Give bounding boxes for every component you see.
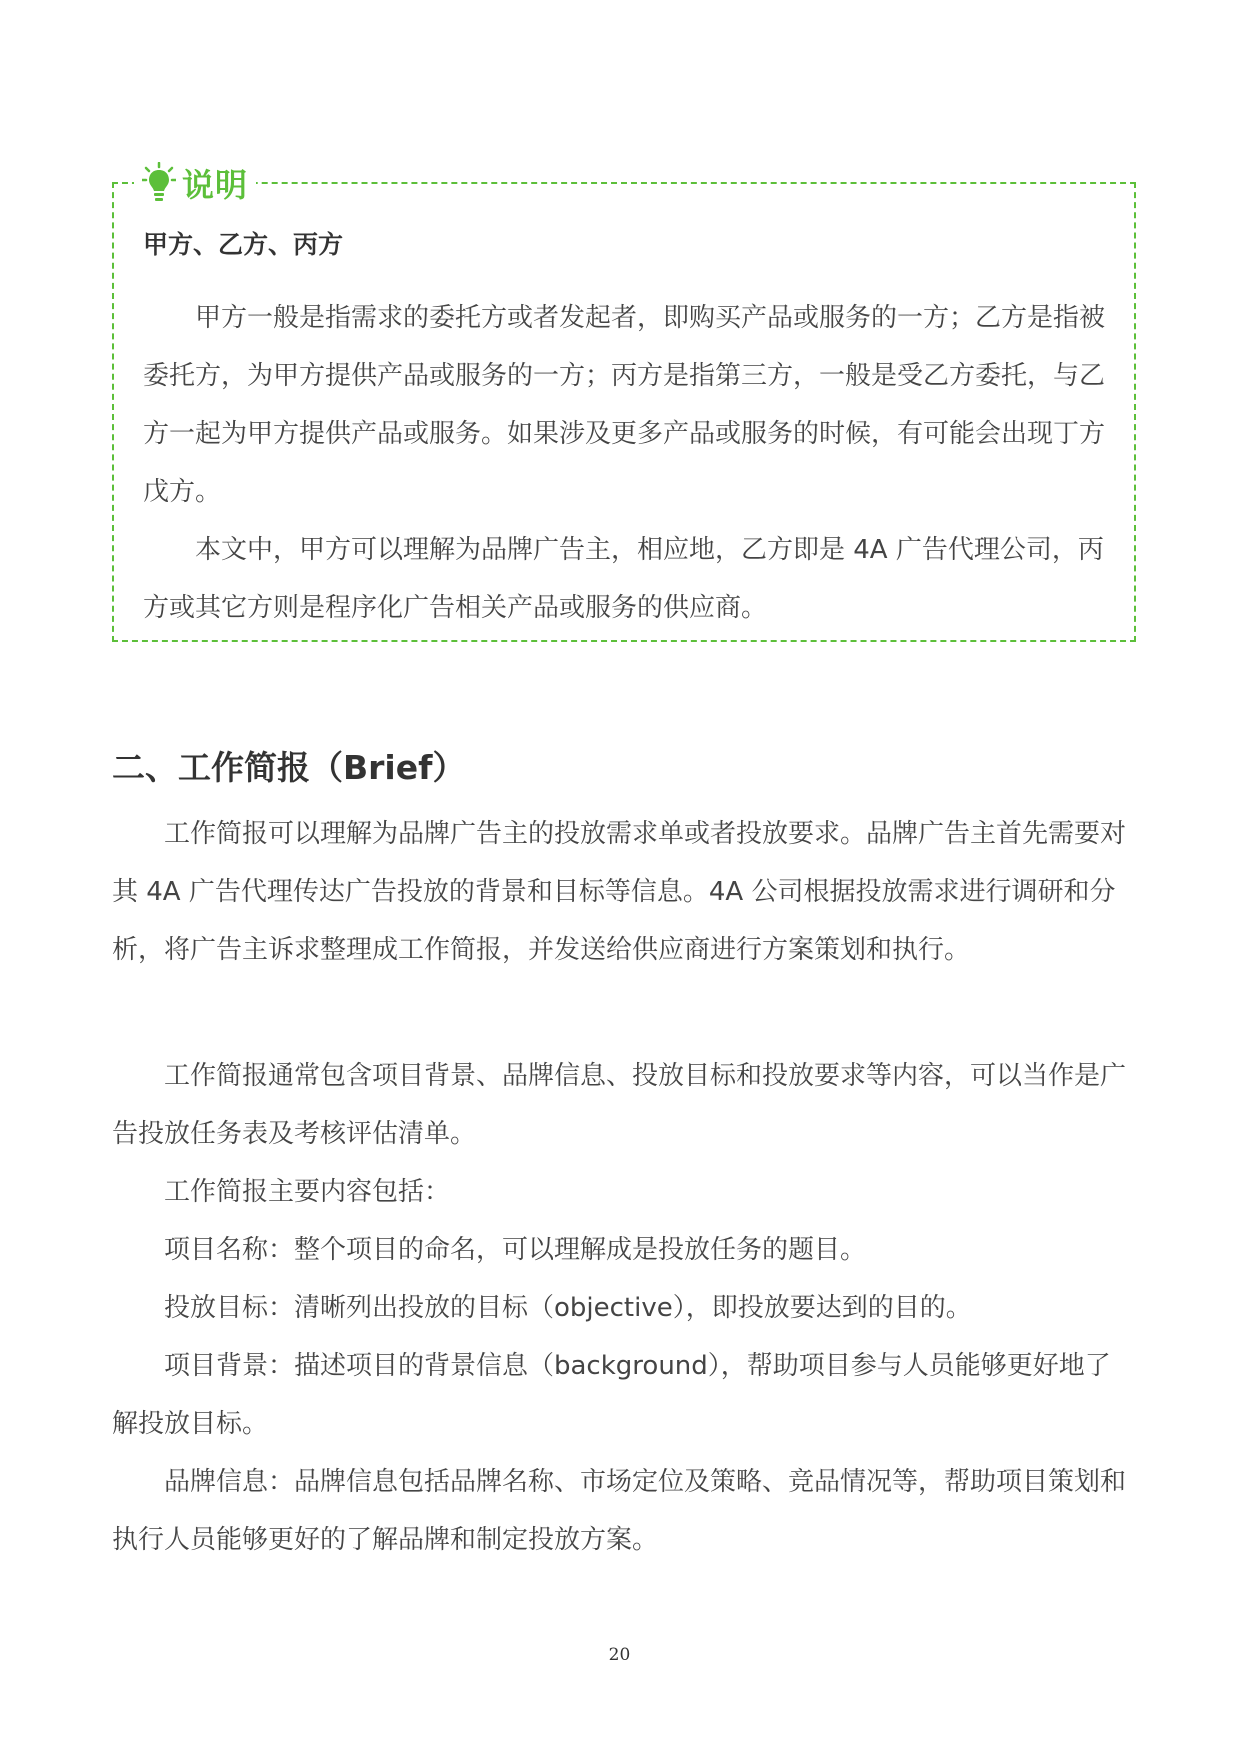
page-number: 20 xyxy=(608,1645,631,1665)
body-paragraph: 工作简报主要内容包括： xyxy=(164,1177,451,1207)
lightbulb-icon xyxy=(142,162,176,204)
body-paragraph: 工作简报通常包含项目背景、品牌信息、投放目标和投放要求等内容，可以当作是广告投放任务表及考核评估清单。 xyxy=(112,1061,1127,1149)
section-title: 二、工作简报（Brief） xyxy=(112,748,466,787)
note-title: 说明 xyxy=(182,166,249,204)
note-paragraph: 甲方一般是指需求的委托方或者发起者，即购买产品或服务的一方；乙方是指被委托方，为甲方提供产品或服务的一方；丙方是指第三方，一般是受乙方委托，与乙方一起为甲方提供产品或服务。如果涉及更多产品或服务的时候，有可能会出现丁方戊方。 xyxy=(143,303,1106,507)
note-header xyxy=(134,160,256,206)
body-paragraph: 品牌信息：品牌信息包括品牌名称、市场定位及策略、竞品情况等，帮助项目策划和执行人员能够更好的了解品牌和制定投放方案。 xyxy=(112,1467,1127,1555)
note-subtitle: 甲方、乙方、丙方 xyxy=(143,230,344,259)
section-body xyxy=(112,805,1132,1569)
body-paragraph: 项目背景：描述项目的背景信息（background），帮助项目参与人员能够更好地了解投放目标。 xyxy=(112,1351,1111,1439)
note-body xyxy=(143,289,1113,637)
body-paragraph: 项目名称：整个项目的命名，可以理解成是投放任务的题目。 xyxy=(164,1235,867,1265)
body-paragraph: 工作简报可以理解为品牌广告主的投放需求单或者投放要求。品牌广告主首先需要对其 4A 广告代理传达广告投放的背景和目标等信息。4A 公司根据投放需求进行调研和分析，将广告主诉求整理成工作简报，并发送给供应商进行方案策划和执行。 xyxy=(112,819,1127,965)
body-paragraph: 投放目标：清晰列出投放的目标（objective），即投放要达到的目的。 xyxy=(164,1293,972,1323)
note-paragraph: 本文中，甲方可以理解为品牌广告主，相应地，乙方即是 4A 广告代理公司，丙方或其它方则是程序化广告相关产品或服务的供应商。 xyxy=(143,535,1104,623)
